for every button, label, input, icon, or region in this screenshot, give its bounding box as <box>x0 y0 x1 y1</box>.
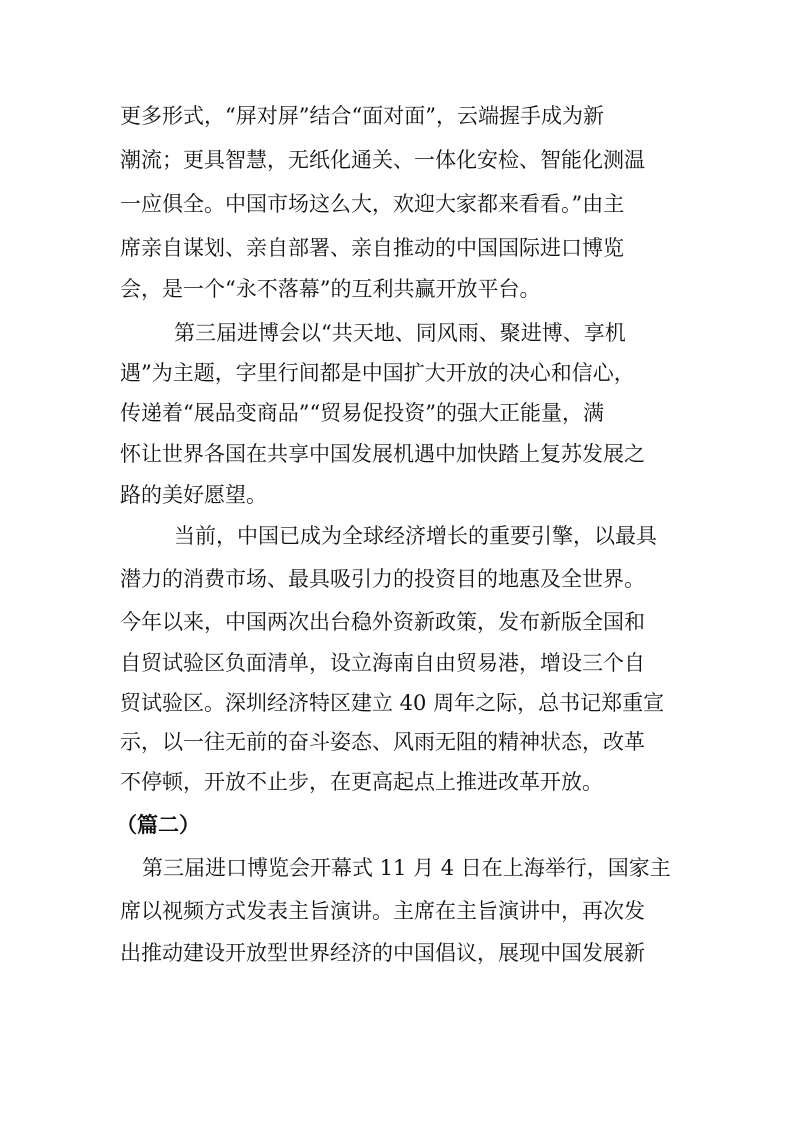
text-line: 路的美好愿望。 <box>120 483 267 507</box>
text-line: 今年以来，中国两次出台稳外资新政策，发布新版全国和 <box>120 610 645 634</box>
text-line: 怀让世界各国在共享中国发展机遇中加快踏上复苏发展之 <box>120 442 645 466</box>
section-heading: （篇二） <box>116 812 200 837</box>
text-line: 示，以一往无前的奋斗姿态、风雨无阻的精神状态，改革 <box>120 730 645 754</box>
text-line: 席以视频方式发表主旨演讲。主席在主旨演讲中，再次发 <box>120 899 645 923</box>
text-line: 不停顿，开放不止步，在更高起点上推进改革开放。 <box>120 770 603 794</box>
text-line: 遇”为主题，字里行间都是中国扩大开放的决心和信心， <box>120 361 635 385</box>
text-line: 潮流；更具智慧，无纸化通关、一体化安检、智能化测温 <box>120 148 645 172</box>
text-line: 出推动建设开放型世界经济的中国倡议，展现中国发展新 <box>120 941 645 965</box>
text-line: 会，是一个“永不落幕”的互利共赢开放平台。 <box>120 277 541 301</box>
text-line: 第三届进博会以“共天地、同风雨、聚进博、享机 <box>174 321 626 345</box>
text-line: 席亲自谋划、亲自部署、亲自推动的中国国际进口博览 <box>120 236 624 260</box>
text-line: 一应俱全。中国市场这么大，欢迎大家都来看看。”由主 <box>120 192 625 216</box>
text-line: 自贸试验区负面清单，设立海南自由贸易港，增设三个自 <box>120 651 645 675</box>
text-line: 潜力的消费市场、最具吸引力的投资目的地惠及全世界。 <box>120 567 645 591</box>
text-line: 贸试验区。深圳经济特区建立 40 周年之际，总书记郑重宣 <box>120 691 665 715</box>
text-line: 第三届进口博览会开幕式 11 月 4 日在上海举行，国家主 <box>142 856 671 880</box>
text-line: 传递着“展品变商品”“贸易促投资”的强大正能量，满 <box>120 401 604 425</box>
text-line: 更多形式，“屏对屏”结合“面对面”，云端握手成为新 <box>120 104 604 128</box>
text-line: 当前，中国已成为全球经济增长的重要引擎，以最具 <box>174 524 657 548</box>
